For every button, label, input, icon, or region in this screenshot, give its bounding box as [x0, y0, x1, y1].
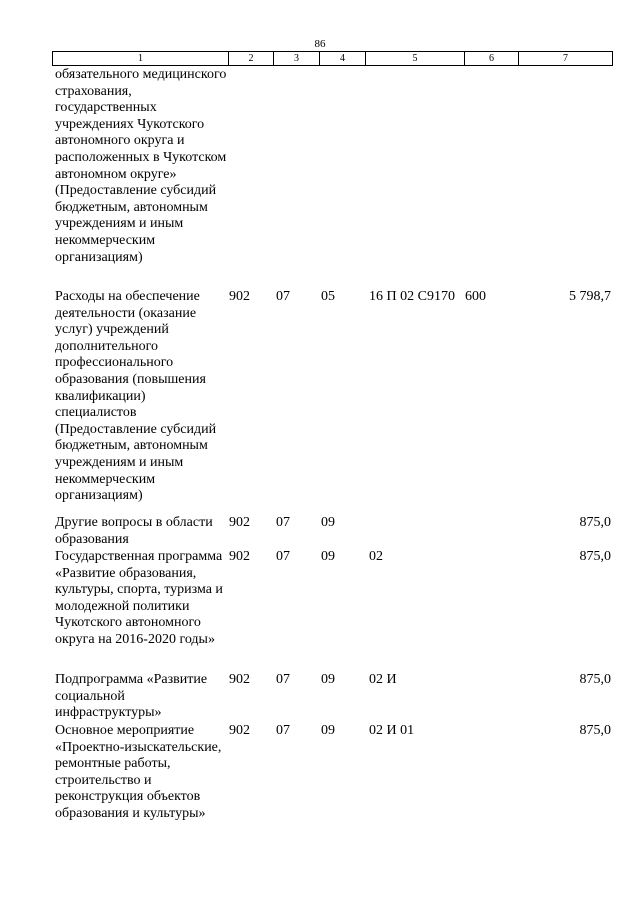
row-ministry-code: [228, 67, 273, 289]
row-expense-type: [464, 723, 518, 843]
row-amount: 875,0: [579, 672, 611, 687]
row-target-article: [365, 515, 464, 549]
row-subsection: 05: [321, 289, 335, 304]
row-section: 07: [276, 289, 290, 304]
row-name: Государственная программа «Развитие образования, культуры, спорта, туризма и молодежной политики Чукотского автономного округа на 2016-2020 годы»: [55, 549, 223, 647]
row-amount: [518, 67, 612, 289]
table-row: [52, 289, 612, 515]
row-section: [273, 67, 319, 289]
table-row: [52, 67, 612, 289]
row-section: 07: [276, 549, 290, 564]
row-section: 07: [276, 672, 290, 687]
header-row: [53, 52, 613, 66]
budget-table: [52, 67, 612, 843]
row-name: Основное мероприятие «Проектно-изыскательские, ремонтные работы, строительство и реконструкция объектов образования и культуры»: [55, 723, 222, 821]
row-name: Другие вопросы в области образования: [55, 515, 213, 547]
header-col-2: 2: [229, 52, 274, 66]
row-expense-type: [464, 67, 518, 289]
row-expense-type: [464, 672, 518, 723]
row-section: 07: [276, 723, 290, 738]
row-target-article: 02 И 01: [369, 723, 415, 738]
row-name: Подпрограмма «Развитие социальной инфраструктуры»: [55, 672, 208, 721]
header-col-6: 6: [465, 52, 519, 66]
row-amount: 875,0: [579, 723, 611, 738]
row-amount: 875,0: [579, 515, 611, 530]
header-col-3: 3: [274, 52, 320, 66]
row-subsection: 09: [321, 515, 335, 530]
row-section: 07: [276, 515, 290, 530]
header-col-4: 4: [320, 52, 366, 66]
row-target-article: 02: [369, 549, 383, 564]
row-expense-type: 600: [465, 289, 486, 304]
row-ministry-code: 902: [229, 672, 250, 687]
row-target-article: 16 П 02 С9170: [369, 289, 455, 304]
row-subsection: 09: [321, 549, 335, 564]
table-row: [52, 549, 612, 672]
row-amount: 5 798,7: [569, 289, 611, 304]
row-subsection: 09: [321, 723, 335, 738]
header-col-1: 1: [53, 52, 229, 66]
row-ministry-code: 902: [229, 723, 250, 738]
page-number: 86: [314, 38, 326, 50]
row-subsection: 09: [321, 672, 335, 687]
table-row: [52, 672, 612, 723]
row-ministry-code: 902: [229, 515, 250, 530]
header-col-5: 5: [366, 52, 465, 66]
row-expense-type: [464, 515, 518, 549]
row-name: обязательного медицинского страхования, государственных учреждениях Чукотского автономного округа и расположенных в Чукотском автономном округе» (Предоставление субсидий бюджетным, автономным учреждениям и иным некоммерческим организациям): [55, 67, 227, 265]
row-amount: 875,0: [579, 549, 611, 564]
row-expense-type: [464, 549, 518, 672]
row-ministry-code: 902: [229, 549, 250, 564]
row-target-article: [365, 67, 464, 289]
table-row: [52, 723, 612, 843]
header-col-7: 7: [519, 52, 613, 66]
column-number-header: [52, 51, 613, 66]
row-subsection: [319, 67, 365, 289]
table-row: [52, 515, 612, 549]
row-ministry-code: 902: [229, 289, 250, 304]
row-name: Расходы на обеспечение деятельности (оказание услуг) учреждений дополнительного профессионального образования (повышения квалификации) специалистов (Предоставление субсидий бюджетным, автономным учреждениям и иным некоммерческим организациям): [55, 289, 217, 504]
row-target-article: 02 И: [369, 672, 397, 687]
